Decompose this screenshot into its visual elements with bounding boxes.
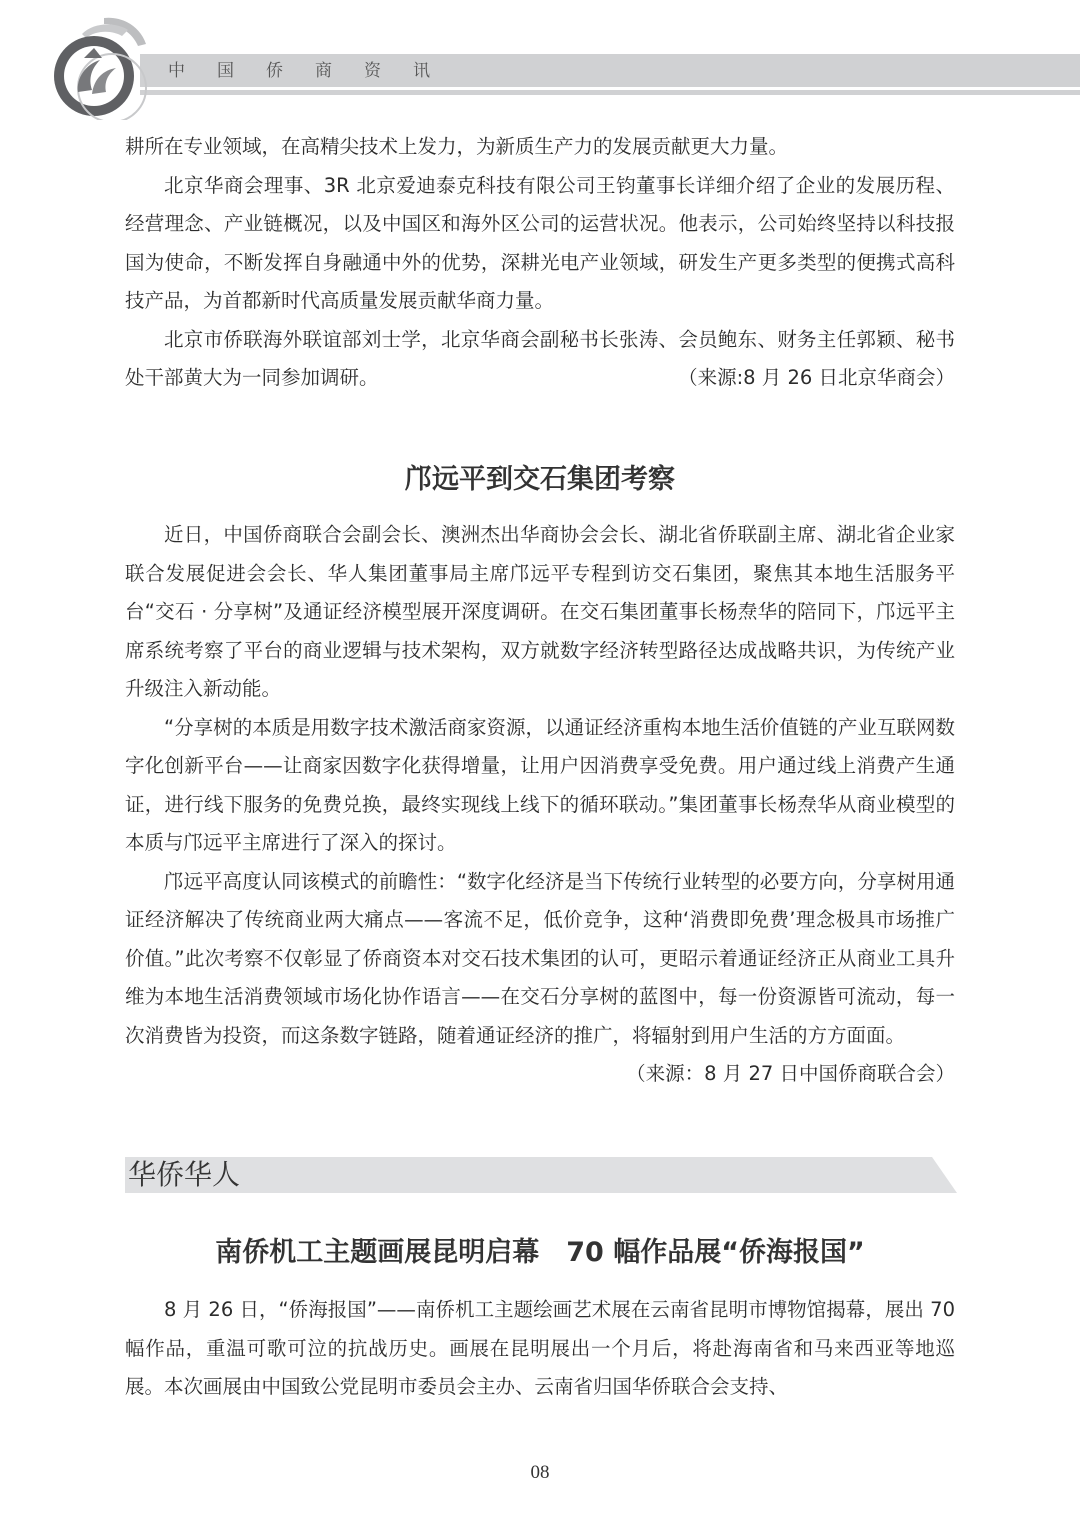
article1-paragraph [125, 321, 955, 398]
organization-logo-icon [42, 8, 160, 120]
article3-paragraph: 8 月 26 日，“侨海报国”——南侨机工主题绘画艺术展在云南省昆明市博物馆揭幕，展出 70 幅作品，重温可歌可泣的抗战历史。画展在昆明展出一个月后，将赴海南省和马来西亚等地巡展。本次画展由中国致公党昆明市委员会主办、云南省归国华侨联合会支持、 [125, 1298, 955, 1398]
publication-title: 中国侨商资讯 [168, 61, 462, 81]
article2-source: （来源：8 月 27 日中国侨商联合会） [626, 1062, 955, 1085]
article3-title: 南侨机工主题画展昆明启幕 70 幅作品展“侨海报国” [215, 1237, 865, 1268]
header-divider [140, 90, 1080, 95]
article1-paragraph-text: 北京市侨联海外联谊部刘士学，北京华商会副秘书长张涛、会员鲍东、财务主任郭颖、秘书处干部黄大为一同参加调研。 [125, 327, 955, 389]
article2-paragraph: “分享树的本质是用数字技术激活商家资源，以通证经济重构本地生活价值链的产业互联网数字化创新平台——让商家因数字化获得增量，让用户因消费享受免费。用户通过线上消费产生通证，进行线下服务的免费兑换，最终实现线上线下的循环联动。”集团董事长杨焘华从商业模型的本质与邝远平主席进行了深入的探讨。 [125, 715, 955, 854]
article2-paragraph [125, 863, 955, 1085]
article2-body [125, 516, 955, 1094]
article1-paragraph: 北京华商会理事、3R 北京爱迪泰克科技有限公司王钧董事长详细介绍了企业的发展历程、经营理念、产业链概况，以及中国区和海外区公司的运营状况。他表示，公司始终坚持以科技报国为使命，不断发挥自身融通中外的优势，深耕光电产业领域，研发生产更多类型的便携式高科技产品，为首都新时代高质量发展贡献华商力量。 [125, 173, 955, 312]
article2-title: 邝远平到交石集团考察 [405, 464, 675, 495]
article1-source: （来源:8 月 26 日北京华商会） [678, 366, 955, 389]
article2-paragraph-text: 邝远平高度认同该模式的前瞻性：“数字化经济是当下传统行业转型的必要方向，分享树用通证经济解决了传统商业两大痛点——客流不足，低价竞争，这种‘消费即免费’理念极具市场推广价值。”此次考察不仅彰显了侨商资本对交石技术集团的认可，更昭示着通证经济正从商业工具升维为本地生活消费领域市场化协作语言——在交石分享树的蓝图中，每一份资源皆可流动，每一次消费皆为投资，而这条数字链路，随着通证经济的推广，将辐射到用户生活的方方面面。 [125, 869, 955, 1047]
article1-paragraph: 耕所在专业领域，在高精尖技术上发力，为新质生产力的发展贡献更大力量。 [125, 135, 789, 158]
article3-body [125, 1291, 955, 1407]
section-label: 华侨华人 [128, 1158, 241, 1191]
page-number: 08 [530, 1462, 550, 1483]
section-header-band [125, 1157, 957, 1193]
article1-body [125, 128, 955, 398]
article2-paragraph: 近日，中国侨商联合会副会长、澳洲杰出华商协会会长、湖北省侨联副主席、湖北省企业家联合发展促进会会长、华人集团董事局主席邝远平专程到访交石集团，聚焦其本地生活服务平台“交石 · 分享树”及通证经济模型展开深度调研。在交石集团董事长杨焘华的陪同下，邝远平主席系统考察了平台的商业逻辑与技术架构，双方就数字经济转型路径达成战略共识，为传统产业升级注入新动能。 [125, 523, 955, 700]
